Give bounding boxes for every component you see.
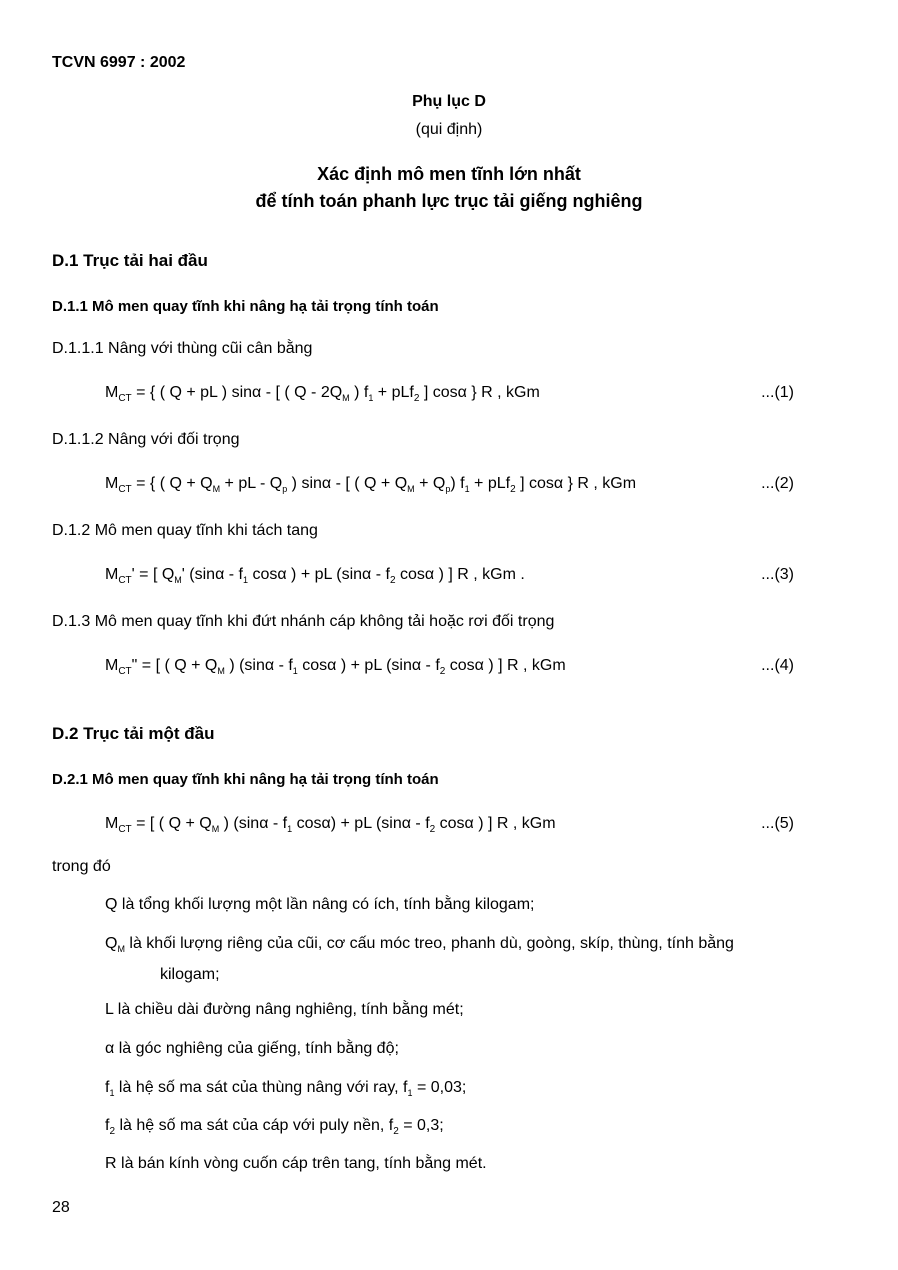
- equation-number-1: ...(1): [761, 384, 794, 401]
- annex-title: Phụ lục D: [412, 93, 486, 110]
- definition-qm: $Q_M$ là khối lượng riêng của cũi, cơ cấu móc treo, phanh dù, goòng, skíp, thùng, tính bằng kilogam;: [105, 935, 734, 984]
- section-d1-1-heading: D.1.1 Mô men quay tĩnh khi nâng hạ tải trọng tính toán: [52, 298, 439, 315]
- section-d1-1-1-heading: D.1.1.1 Nâng với thùng cũi cân bằng: [52, 340, 313, 357]
- main-title-line-2: để tính toán phanh lực trục tải giếng nghiêng: [255, 191, 643, 211]
- section-d2-1-heading: D.2.1 Mô men quay tĩnh khi nâng hạ tải trọng tính toán: [52, 771, 439, 788]
- annex-type: (qui định): [415, 121, 483, 138]
- page-number: 28: [52, 1199, 70, 1216]
- definition-alpha: α là góc nghiêng của giếng, tính bằng độ;: [105, 1040, 399, 1057]
- main-title-line-1: Xác định mô men tĩnh lớn nhất: [317, 164, 581, 184]
- formula-5: $M_{CT}$ = [ ( $Q + Q_M$ ) ($\sin\alpha - f_1$ cosα) + pL ($\sin\alpha - f_2$ cosα ) ] R , kGm: [105, 815, 556, 836]
- equation-number-5: ...(5): [761, 815, 794, 832]
- section-d1-3-heading: D.1.3 Mô men quay tĩnh khi đứt nhánh cáp không tải hoặc rơi đối trọng: [52, 613, 555, 630]
- definition-f1: $f_1$ là hệ số ma sát của thùng nâng với ray, $f_1 = 0,03$;: [105, 1079, 467, 1099]
- definition-r: R là bán kính vòng cuốn cáp trên tang, tính bằng mét.: [105, 1155, 487, 1172]
- equation-number-2: ...(2): [761, 475, 794, 492]
- formula-4: $M_{CT}$" = [ ( $Q + Q_M$ ) ($\sin\alpha - f_1$ cosα ) + pL ($\sin\alpha - f_2$ cosα ) ] R , kGm: [105, 657, 566, 678]
- definition-f2: $f_2$ là hệ số ma sát của cáp với puly nền, $f_2 = 0,3$;: [105, 1117, 444, 1138]
- section-d1-2-heading: D.1.2 Mô men quay tĩnh khi tách tang: [52, 522, 318, 539]
- definition-l: L là chiều dài đường nâng nghiêng, tính bằng mét;: [105, 1001, 464, 1018]
- formula-2: $M_{CT}$ = { ( $Q + Q_M$ + pL - $Q_p$ ) sinα - [ ( $Q + Q_M + Q_p$) $f_1 + pLf_2$ ] cosα } R , kGm: [105, 475, 637, 496]
- definition-q: Q là tổng khối lượng một lần nâng có ích, tính bằng kilogam;: [105, 896, 535, 913]
- section-d2-heading: D.2 Trục tải một đầu: [52, 724, 215, 743]
- where-label: trong đó: [52, 858, 111, 875]
- equation-number-4: ...(4): [761, 657, 794, 674]
- section-d1-1-2-heading: D.1.1.2 Nâng với đối trọng: [52, 431, 240, 448]
- formula-1: $M_{CT}$ = { ( Q + pL ) sinα - [ ( Q - $2Q_M$ ) $f_1 + pLf_2$ ] cosα } R , kGm: [105, 384, 540, 405]
- equation-number-3: ...(3): [761, 566, 794, 583]
- formula-3: $M_{CT}'$ = [ $Q_M'$ ($\sin\alpha - f_1$ cosα ) + pL ($\sin\alpha - f_2$ cosα ) ] R , kGm .: [105, 566, 525, 587]
- document-code: TCVN 6997 : 2002: [52, 54, 186, 71]
- section-d1-heading: D.1 Trục tải hai đầu: [52, 251, 208, 270]
